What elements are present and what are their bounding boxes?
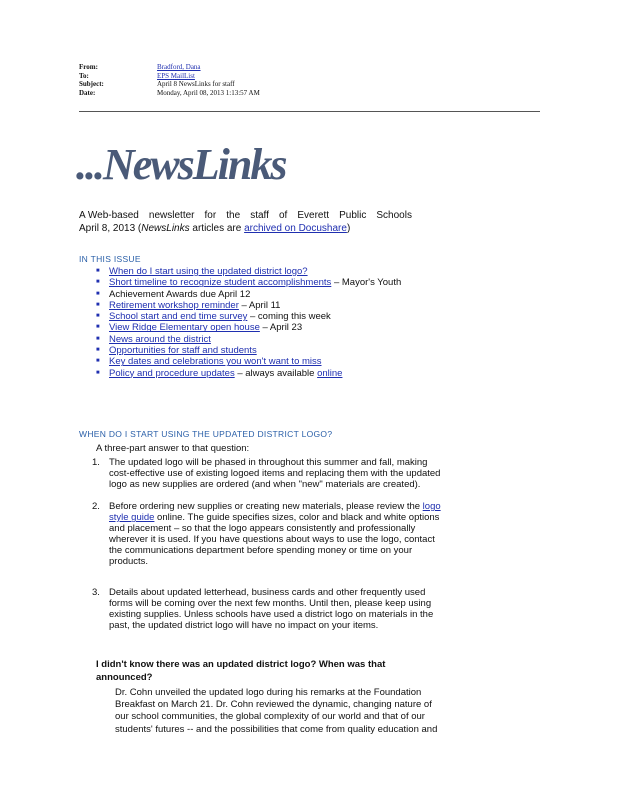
issue-rest: – April 11 xyxy=(238,299,281,311)
tagline-end: ) xyxy=(346,222,351,234)
point-line xyxy=(109,512,529,523)
tagline-line2 xyxy=(79,223,539,236)
tagline-line xyxy=(79,210,412,223)
list-item xyxy=(96,368,516,379)
point-line: forms will be coming over the next few months. Until then, please keep using xyxy=(109,598,432,610)
tagline-word: staff xyxy=(250,210,269,221)
issue-rest: – Mayor's Youth xyxy=(331,277,402,289)
list-item xyxy=(96,266,516,277)
date-value: Monday, April 08, 2013 1:13:57 AM xyxy=(157,88,260,97)
point-number: 2. xyxy=(92,501,100,512)
issue-link[interactable]: View Ridge Elementary open house xyxy=(109,322,260,334)
header-divider xyxy=(79,111,540,112)
subject-label: Subject: xyxy=(79,80,104,89)
to-label: To: xyxy=(79,71,89,80)
issue-link[interactable]: Opportunities for staff and students xyxy=(109,345,257,357)
issue-link[interactable]: Retirement workshop reminder xyxy=(109,299,239,311)
tagline-word: A Web-based xyxy=(79,210,139,221)
point-number: 3. xyxy=(92,587,100,598)
tagline-word: Public xyxy=(339,210,367,221)
point-text: Before ordering new supplies or creating new materials, please review the xyxy=(109,501,423,512)
list-item-continued xyxy=(96,289,516,300)
in-this-issue-heading: IN THIS ISSUE xyxy=(79,254,141,264)
issue-link[interactable]: Policy and procedure updates xyxy=(109,367,235,379)
issue-link[interactable]: School start and end time survey xyxy=(109,311,248,323)
tagline xyxy=(79,210,539,235)
point-line: past, the updated district logo will have no impact on your items. xyxy=(109,620,379,632)
point-2 xyxy=(109,501,529,568)
point-1 xyxy=(109,457,529,490)
point-line: existing supplies. Unless schools have used a district logo on materials in the xyxy=(109,609,434,621)
subject-value: April 8 NewsLinks for staff xyxy=(157,80,235,89)
logo-link[interactable]: logo xyxy=(422,501,441,512)
point-line: Details about updated letterhead, business cards and other frequently used xyxy=(109,587,426,598)
list-item xyxy=(96,345,516,356)
tagline-word: Schools xyxy=(376,210,412,221)
issue-date: April 8, 2013 ( xyxy=(79,222,142,234)
question-line: announced? xyxy=(96,672,153,683)
issue-rest: – April 23 xyxy=(259,322,303,334)
issue-link[interactable]: News around the district xyxy=(109,333,211,345)
point-3 xyxy=(109,587,529,631)
from-label: From: xyxy=(79,63,98,71)
answer-paragraph xyxy=(115,687,525,736)
point-line: products. xyxy=(109,556,149,568)
point-line xyxy=(109,501,529,512)
point-line: cost-effective use of existing logoed items and replacing them with the updated xyxy=(109,468,441,480)
issue-rest: Achievement Awards due April 12 xyxy=(109,288,251,300)
issue-link[interactable]: When do I start using the updated district logo? xyxy=(109,266,308,277)
style-guide-link[interactable]: style guide xyxy=(109,512,155,524)
point-line: The updated logo will be phased in throughout this summer and fall, making xyxy=(109,457,428,468)
point-line: logo as new supplies are ordered (and when "new" materials are created). xyxy=(109,479,421,491)
answer-line: students' futures -- and the possibilities that come from quality education and xyxy=(115,723,438,735)
list-item xyxy=(96,356,516,367)
list-item xyxy=(96,322,516,333)
answer-line: our school communities, the global complexity of our world and that of our xyxy=(115,711,425,723)
issue-list xyxy=(96,266,516,379)
list-item xyxy=(96,311,516,322)
point-number: 1. xyxy=(92,457,100,468)
answer-line: Dr. Cohn unveiled the updated logo during his remarks at the Foundation xyxy=(115,687,422,698)
point-text: online. The guide specifies sizes, color and black and white options xyxy=(154,512,440,524)
date-label: Date: xyxy=(79,88,96,97)
list-item xyxy=(96,300,516,311)
newslinks-italic: NewsLinks xyxy=(141,222,190,234)
tagline-word: Everett xyxy=(297,210,330,221)
tagline-mid: articles are xyxy=(189,222,245,234)
tagline-word: newsletter xyxy=(148,210,195,221)
archive-link[interactable]: archived on Docushare xyxy=(244,222,347,234)
tagline-word: the xyxy=(226,210,241,221)
list-item xyxy=(96,334,516,345)
newsletter-masthead: ...NewsLinks xyxy=(76,140,286,189)
to-value[interactable]: EPS MailList xyxy=(157,71,195,80)
question-line: I didn't know there was an updated district logo? When was that xyxy=(96,659,386,670)
point-line: and placement – so that the logo appears consistently and professionally xyxy=(109,523,416,535)
email-header xyxy=(79,63,260,97)
tagline-word: of xyxy=(278,210,288,221)
answer-line: Breakfast on March 21. Dr. Cohn reviewed the dynamic, changing nature of xyxy=(115,699,432,711)
issue-rest: – always available xyxy=(234,367,318,379)
tagline-word: for xyxy=(204,210,217,221)
point-line: the communications department before spending money or time on your xyxy=(109,545,413,557)
logo-intro: A three-part answer to that question: xyxy=(96,443,250,454)
online-link[interactable]: online xyxy=(317,367,343,379)
issue-link[interactable]: Key dates and celebrations you won't want to miss xyxy=(109,356,322,368)
list-item xyxy=(96,277,516,288)
point-line: wherever it is used. If you have questions about ways to use the logo, contact xyxy=(109,534,435,546)
from-value[interactable]: Bradford, Dana xyxy=(157,63,201,71)
issue-link[interactable]: Short timeline to recognize student accomplishments xyxy=(109,277,332,289)
logo-section-heading: WHEN DO I START USING THE UPDATED DISTRICT LOGO? xyxy=(79,429,333,439)
issue-rest: – coming this week xyxy=(247,311,331,323)
